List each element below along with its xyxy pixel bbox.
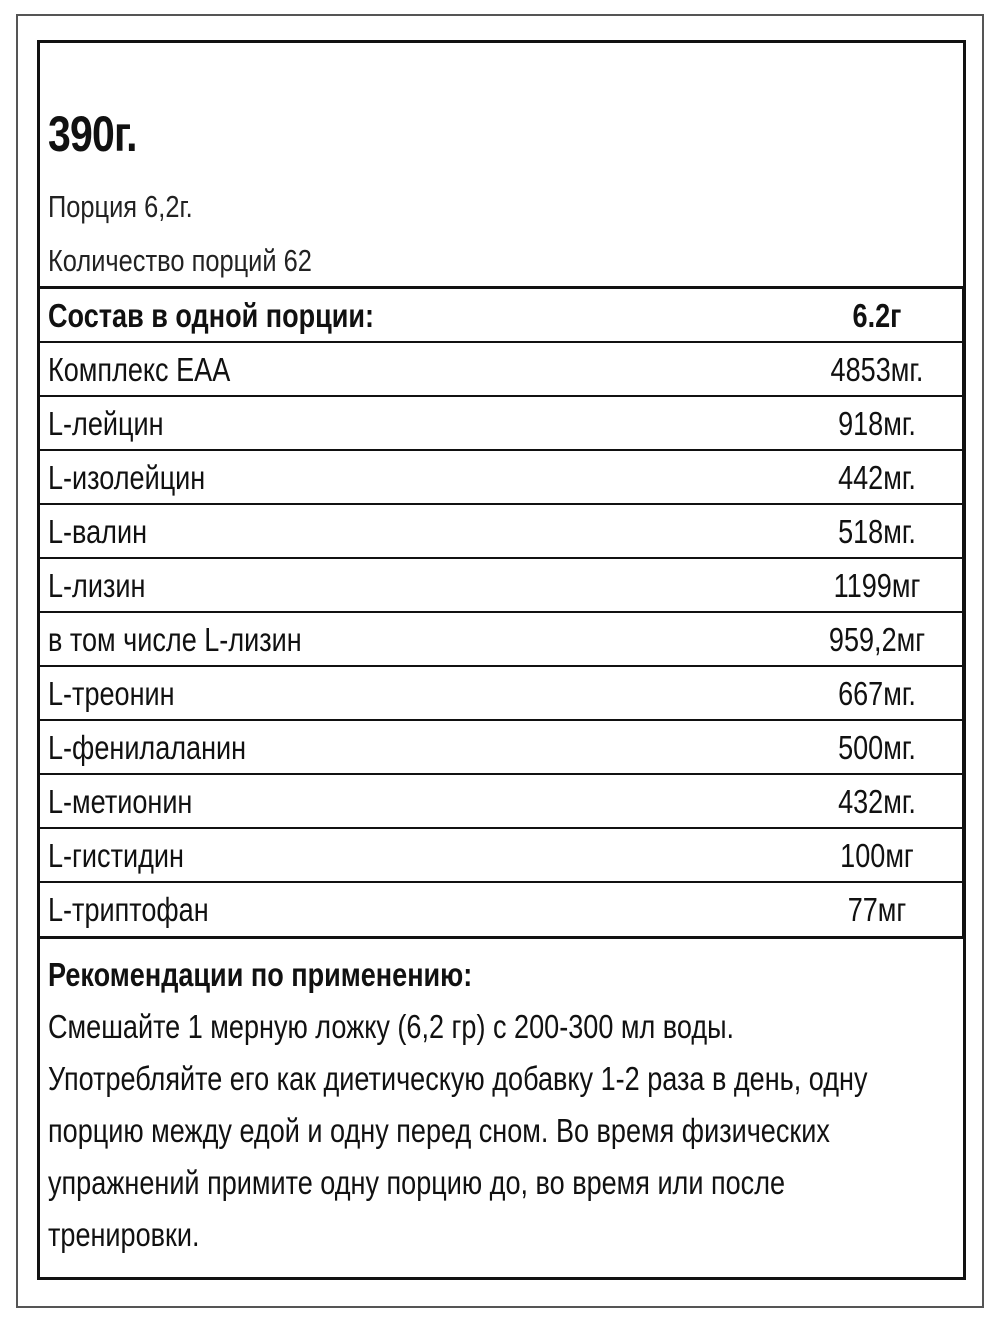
ingredient-amount: 1199мг xyxy=(833,567,921,604)
usage-line: порцию между едой и одну перед сном. Во время физических xyxy=(48,1112,830,1149)
table-row xyxy=(40,451,963,505)
ingredient-amount: 667мг. xyxy=(838,675,916,712)
ingredient-name: L-валин xyxy=(48,513,148,550)
ingredient-name: L-треонин xyxy=(48,675,175,712)
composition-header-label: Состав в одной порции: xyxy=(48,297,375,334)
table-row xyxy=(40,721,963,775)
ingredient-name: L-фенилаланин xyxy=(48,729,247,766)
ingredient-amount: 4853мг. xyxy=(830,351,924,388)
usage-title: Рекомендации по применению: xyxy=(48,956,473,993)
table-row xyxy=(40,613,963,667)
ingredient-amount: 918мг. xyxy=(838,405,916,442)
composition-table xyxy=(40,289,963,937)
serving-size: Порция 6,2г. xyxy=(48,189,193,224)
ingredient-name: Комплекс EAA xyxy=(48,351,231,388)
ingredient-amount: 518мг. xyxy=(838,513,916,550)
table-row xyxy=(40,343,963,397)
table-row xyxy=(40,559,963,613)
ingredient-name: L-изолейцин xyxy=(48,459,206,496)
table-row xyxy=(40,397,963,451)
composition-header-value: 6.2г xyxy=(852,297,902,334)
ingredient-name: L-лизин xyxy=(48,567,146,604)
ingredient-amount: 959,2мг xyxy=(828,621,926,658)
nutrition-label xyxy=(37,40,966,1280)
section-divider xyxy=(40,936,963,939)
ingredient-amount: 432мг. xyxy=(838,783,916,820)
usage-line: упражнений примите одну порцию до, во время или после xyxy=(48,1164,786,1201)
usage-line: тренировки. xyxy=(48,1216,200,1253)
product-header xyxy=(40,43,963,289)
ingredient-name: L-лейцин xyxy=(48,405,164,442)
ingredient-amount: 500мг. xyxy=(838,729,916,766)
ingredient-amount: 442мг. xyxy=(838,459,916,496)
servings-count: Количество порций 62 xyxy=(48,243,312,278)
ingredient-name: L-триптофан xyxy=(48,891,209,928)
ingredient-name: в том числе L-лизин xyxy=(48,621,302,658)
ingredient-name: L-метионин xyxy=(48,783,193,820)
usage-line: Употребляйте его как диетическую добавку 1-2 раза в день, одну xyxy=(48,1060,868,1097)
usage-line: Смешайте 1 мерную ложку (6,2 гр) с 200-300 мл воды. xyxy=(48,1008,735,1045)
table-row xyxy=(40,775,963,829)
table-row xyxy=(40,883,963,937)
ingredient-amount: 77мг xyxy=(847,891,907,928)
table-row xyxy=(40,505,963,559)
composition-header-row xyxy=(40,289,963,343)
table-right-border xyxy=(962,289,965,937)
table-row xyxy=(40,829,963,883)
table-row xyxy=(40,667,963,721)
product-weight: 390г. xyxy=(48,106,137,162)
ingredient-name: L-гистидин xyxy=(48,837,184,874)
usage-recommendations xyxy=(48,949,950,1261)
ingredient-amount: 100мг xyxy=(840,837,914,874)
